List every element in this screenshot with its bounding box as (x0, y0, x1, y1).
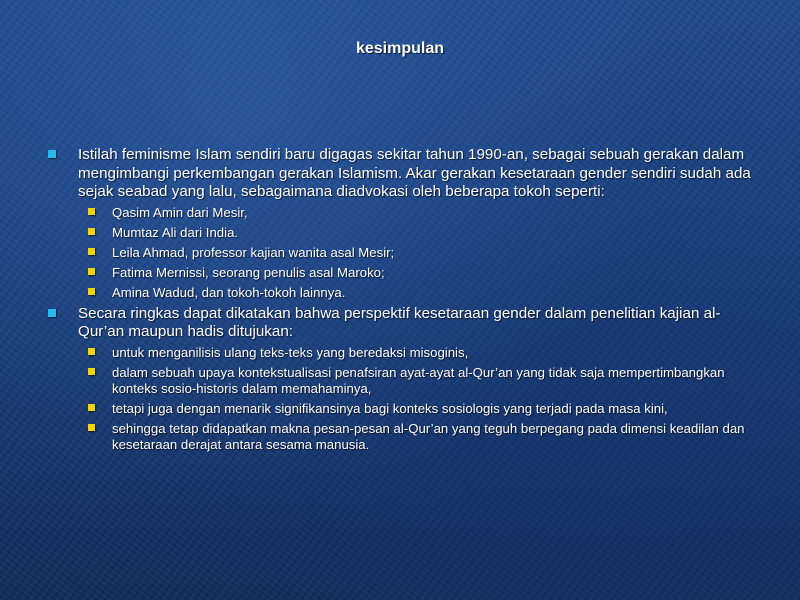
square-bullet-icon (48, 309, 56, 317)
square-bullet-icon (88, 348, 95, 355)
sub-bullet-list (78, 345, 758, 453)
sub-bullet-item (78, 401, 758, 417)
square-bullet-icon (88, 268, 95, 275)
square-bullet-icon (88, 248, 95, 255)
sub-bullet-list (78, 205, 758, 301)
bullet-text: Secara ringkas dapat dikatakan bahwa perspektif kesetaraan gender dalam penelitian kajian al-Qur’an maupun hadis ditujukan: (78, 304, 721, 340)
bullet-text: Istilah feminisme Islam sendiri baru digagas sekitar tahun 1990-an, sebagai sebuah gerakan dalam mengimbangi perkembangan gerakan Islamism. Akar gerakan kesetaraan gender sendiri sudah ada sejak seabad yang lalu, sebagaimana diadvokasi oleh beberapa tokoh seperti: (78, 146, 751, 200)
sub-bullet-text: tetapi juga dengan menarik signifikansinya bagi konteks sosiologis yang terjadi pada masa kini, (112, 400, 668, 416)
sub-bullet-item (78, 245, 758, 261)
sub-bullet-text: Leila Ahmad, professor kajian wanita asal Mesir; (112, 244, 395, 260)
sub-bullet-item (78, 225, 758, 241)
sub-bullet-text: untuk menganilisis ulang teks-teks yang beredaksi misoginis, (112, 344, 469, 360)
sub-bullet-item (78, 421, 758, 453)
sub-bullet-text: sehingga tetap didapatkan makna pesan-pesan al-Qur’an yang teguh berpegang pada dimensi keadilan dan kesetaraan derajat antara sesama manusia. (112, 420, 745, 452)
sub-bullet-item (78, 345, 758, 361)
bullet-item (46, 146, 758, 301)
sub-bullet-text: Fatima Mernissi, seorang penulis asal Maroko; (112, 264, 385, 280)
sub-bullet-item (78, 205, 758, 221)
square-bullet-icon (88, 368, 95, 375)
square-bullet-icon (88, 208, 95, 215)
sub-bullet-item (78, 285, 758, 301)
sub-bullet-text: Mumtaz Ali dari India. (112, 224, 239, 240)
square-bullet-icon (88, 404, 95, 411)
sub-bullet-item (78, 365, 758, 397)
bullet-item (46, 305, 758, 453)
slide-title: kesimpulan (355, 40, 445, 57)
square-bullet-icon (88, 288, 95, 295)
sub-bullet-text: Qasim Amin dari Mesir, (112, 204, 248, 220)
square-bullet-icon (88, 228, 95, 235)
square-bullet-icon (48, 150, 56, 158)
square-bullet-icon (88, 424, 95, 431)
sub-bullet-text: dalam sebuah upaya kontekstualisasi penafsiran ayat-ayat al-Qur’an yang tidak saja mempertimbangkan konteks sosio-historis dalam memahaminya, (112, 364, 725, 396)
sub-bullet-text: Amina Wadud, dan tokoh-tokoh lainnya. (112, 284, 346, 300)
slide-content (46, 146, 758, 457)
sub-bullet-item (78, 265, 758, 281)
